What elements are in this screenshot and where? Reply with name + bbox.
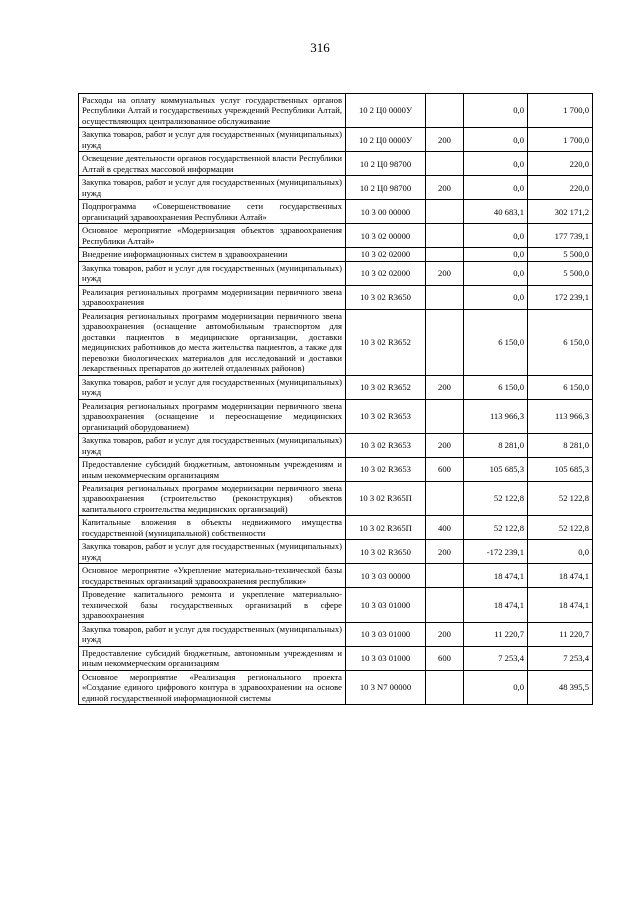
target-code-cell: 10 3 02 R3650 [346, 285, 426, 309]
expense-type-cell: 200 [426, 434, 464, 458]
target-code-cell: 10 3 02 R3650 [346, 540, 426, 564]
amount-total-cell: 105 685,3 [528, 458, 593, 482]
item-name-cell: Реализация региональных программ модернизации первичного звена здравоохранения (строительство (реконструкция) объектов капитального строительства медицинских организаций) [79, 481, 346, 515]
table-row [79, 261, 593, 285]
amount-total-cell: 220,0 [528, 152, 593, 176]
target-code-cell: 10 3 02 02000 [346, 261, 426, 285]
expense-type-cell [426, 564, 464, 588]
table-row [79, 248, 593, 261]
table-row [79, 309, 593, 375]
amount-total-cell: 52 122,8 [528, 481, 593, 515]
item-name-cell: Закупка товаров, работ и услуг для государственных (муниципальных) нужд [79, 622, 346, 646]
item-name-cell: Проведение капитального ремонта и укрепление материально-технической базы государственных организаций в сфере здравоохранения [79, 588, 346, 622]
amount-total-cell: 18 474,1 [528, 564, 593, 588]
table-row [79, 622, 593, 646]
expense-type-cell: 200 [426, 261, 464, 285]
expense-type-cell: 400 [426, 516, 464, 540]
amount-change-cell: 18 474,1 [464, 588, 528, 622]
item-name-cell: Основное мероприятие «Модернизация объектов здравоохранения Республики Алтай» [79, 224, 346, 248]
target-code-cell: 10 3 02 R3652 [346, 309, 426, 375]
amount-total-cell: 52 122,8 [528, 516, 593, 540]
amount-change-cell: 52 122,8 [464, 481, 528, 515]
item-name-cell: Закупка товаров, работ и услуг для государственных (муниципальных) нужд [79, 375, 346, 399]
target-code-cell: 10 3 02 R3653 [346, 458, 426, 482]
item-name-cell: Закупка товаров, работ и услуг для государственных (муниципальных) нужд [79, 176, 346, 200]
table-row [79, 399, 593, 433]
target-code-cell: 10 3 02 R365П [346, 516, 426, 540]
amount-change-cell: 6 150,0 [464, 375, 528, 399]
expense-type-cell [426, 670, 464, 704]
amount-change-cell: 0,0 [464, 248, 528, 261]
amount-change-cell: 52 122,8 [464, 516, 528, 540]
table-row [79, 176, 593, 200]
item-name-cell: Закупка товаров, работ и услуг для государственных (муниципальных) нужд [79, 434, 346, 458]
expense-type-cell [426, 94, 464, 128]
amount-total-cell: 5 500,0 [528, 248, 593, 261]
expense-type-cell [426, 152, 464, 176]
target-code-cell: 10 3 03 01000 [346, 622, 426, 646]
amount-total-cell: 18 474,1 [528, 588, 593, 622]
amount-total-cell: 8 281,0 [528, 434, 593, 458]
amount-total-cell: 1 700,0 [528, 128, 593, 152]
item-name-cell: Реализация региональных программ модернизации первичного звена здравоохранения (оснащение и переоснащение медицинских организаций оборудованием) [79, 399, 346, 433]
target-code-cell: 10 3 03 01000 [346, 646, 426, 670]
target-code-cell: 10 3 N7 00000 [346, 670, 426, 704]
amount-change-cell: -172 239,1 [464, 540, 528, 564]
amount-total-cell: 177 739,1 [528, 224, 593, 248]
amount-change-cell: 0,0 [464, 261, 528, 285]
table-row [79, 94, 593, 128]
amount-change-cell: 0,0 [464, 128, 528, 152]
table-row [79, 128, 593, 152]
amount-change-cell: 11 220,7 [464, 622, 528, 646]
amount-change-cell: 0,0 [464, 152, 528, 176]
table-row [79, 224, 593, 248]
amount-change-cell: 0,0 [464, 670, 528, 704]
page-number: 316 [310, 40, 330, 55]
expense-type-cell [426, 481, 464, 515]
expense-type-cell [426, 224, 464, 248]
target-code-cell: 10 2 Ц0 0000У [346, 128, 426, 152]
table-row [79, 564, 593, 588]
expense-type-cell: 600 [426, 458, 464, 482]
budget-table [78, 93, 593, 705]
amount-change-cell: 0,0 [464, 285, 528, 309]
item-name-cell: Реализация региональных программ модернизации первичного звена здравоохранения [79, 285, 346, 309]
amount-change-cell: 0,0 [464, 94, 528, 128]
amount-total-cell: 6 150,0 [528, 375, 593, 399]
amount-total-cell: 7 253,4 [528, 646, 593, 670]
item-name-cell: Реализация региональных программ модернизации первичного звена здравоохранения (оснащение автомобильным транспортом для доставки пациентов в медицинские организации, доставки медицинских работников до места жительства пациентов, а также для перевозки биологических материалов для исследований и доставки лекарственных препаратов до жителей отдаленных районов) [79, 309, 346, 375]
item-name-cell: Предоставление субсидий бюджетным, автономным учреждениям и иным некоммерческим организациям [79, 458, 346, 482]
amount-total-cell: 0,0 [528, 540, 593, 564]
target-code-cell: 10 3 00 00000 [346, 200, 426, 224]
amount-total-cell: 113 966,3 [528, 399, 593, 433]
expense-type-cell [426, 309, 464, 375]
table-row [79, 200, 593, 224]
item-name-cell: Предоставление субсидий бюджетным, автономным учреждениям и иным некоммерческим организациям [79, 646, 346, 670]
expense-type-cell: 600 [426, 646, 464, 670]
table-row [79, 670, 593, 704]
item-name-cell: Подпрограмма «Совершенствование сети государственных организаций здравоохранения Республики Алтай» [79, 200, 346, 224]
amount-total-cell: 11 220,7 [528, 622, 593, 646]
target-code-cell: 10 3 03 01000 [346, 588, 426, 622]
expense-type-cell [426, 588, 464, 622]
item-name-cell: Расходы на оплату коммунальных услуг государственных органов Республики Алтай и государственных учреждений Республики Алтай, осуществляющих централизованное обслуживание [79, 94, 346, 128]
target-code-cell: 10 2 Ц0 98700 [346, 176, 426, 200]
amount-total-cell: 302 171,2 [528, 200, 593, 224]
expense-type-cell [426, 399, 464, 433]
item-name-cell: Освещение деятельности органов государственной власти Республики Алтай в средствах массовой информации [79, 152, 346, 176]
target-code-cell: 10 3 03 00000 [346, 564, 426, 588]
item-name-cell: Закупка товаров, работ и услуг для государственных (муниципальных) нужд [79, 540, 346, 564]
expense-type-cell: 200 [426, 375, 464, 399]
budget-table-body [79, 94, 593, 705]
expense-type-cell [426, 285, 464, 309]
amount-change-cell: 113 966,3 [464, 399, 528, 433]
table-row [79, 481, 593, 515]
item-name-cell: Внедрение информационных систем в здравоохранении [79, 248, 346, 261]
amount-total-cell: 220,0 [528, 176, 593, 200]
item-name-cell: Капитальные вложения в объекты недвижимого имущества государственной (муниципальной) собственности [79, 516, 346, 540]
amount-change-cell: 105 685,3 [464, 458, 528, 482]
table-row [79, 646, 593, 670]
item-name-cell: Основное мероприятие «Реализация регионального проекта «Создание единого цифрового контура в здравоохранении на основе единой государственной информационной системы [79, 670, 346, 704]
target-code-cell: 10 3 02 R365П [346, 481, 426, 515]
item-name-cell: Закупка товаров, работ и услуг для государственных (муниципальных) нужд [79, 128, 346, 152]
expense-type-cell: 200 [426, 128, 464, 152]
amount-total-cell: 6 150,0 [528, 309, 593, 375]
target-code-cell: 10 3 02 00000 [346, 224, 426, 248]
table-row [79, 540, 593, 564]
amount-total-cell: 1 700,0 [528, 94, 593, 128]
amount-total-cell: 172 239,1 [528, 285, 593, 309]
amount-change-cell: 40 683,1 [464, 200, 528, 224]
target-code-cell: 10 2 Ц0 0000У [346, 94, 426, 128]
amount-change-cell: 0,0 [464, 176, 528, 200]
target-code-cell: 10 2 Ц0 98700 [346, 152, 426, 176]
table-row [79, 458, 593, 482]
table-row [79, 375, 593, 399]
table-row [79, 285, 593, 309]
amount-change-cell: 18 474,1 [464, 564, 528, 588]
expense-type-cell [426, 200, 464, 224]
target-code-cell: 10 3 02 02000 [346, 248, 426, 261]
amount-total-cell: 48 395,5 [528, 670, 593, 704]
item-name-cell: Закупка товаров, работ и услуг для государственных (муниципальных) нужд [79, 261, 346, 285]
amount-total-cell: 5 500,0 [528, 261, 593, 285]
expense-type-cell [426, 248, 464, 261]
target-code-cell: 10 3 02 R3653 [346, 399, 426, 433]
target-code-cell: 10 3 02 R3652 [346, 375, 426, 399]
target-code-cell: 10 3 02 R3653 [346, 434, 426, 458]
amount-change-cell: 8 281,0 [464, 434, 528, 458]
expense-type-cell: 200 [426, 176, 464, 200]
table-row [79, 434, 593, 458]
expense-type-cell: 200 [426, 622, 464, 646]
table-row [79, 152, 593, 176]
amount-change-cell: 6 150,0 [464, 309, 528, 375]
amount-change-cell: 0,0 [464, 224, 528, 248]
expense-type-cell: 200 [426, 540, 464, 564]
table-row [79, 588, 593, 622]
item-name-cell: Основное мероприятие «Укрепление материально-технической базы государственных организаций здравоохранения республики» [79, 564, 346, 588]
table-row [79, 516, 593, 540]
amount-change-cell: 7 253,4 [464, 646, 528, 670]
